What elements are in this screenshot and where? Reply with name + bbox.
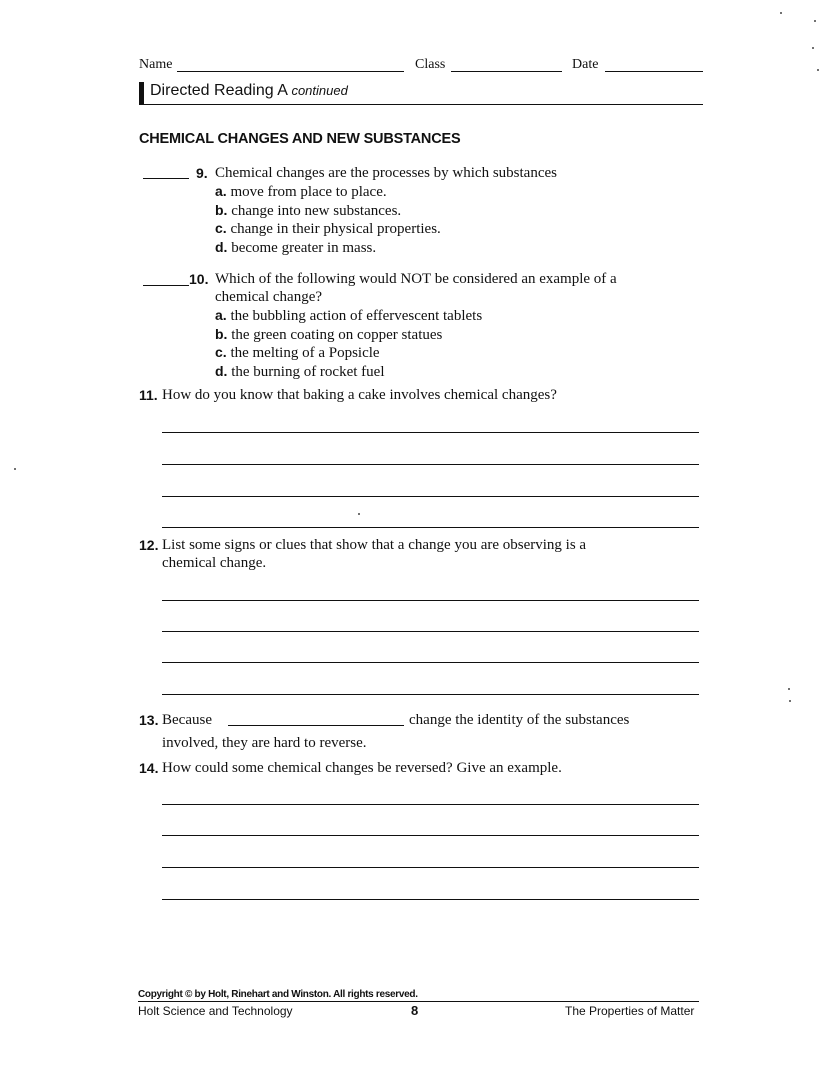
question-text-13-line2: involved, they are hard to reverse. [162, 735, 367, 751]
answer-blank-10[interactable] [143, 285, 189, 286]
question-number-9: 9. [196, 165, 208, 181]
answer-line[interactable] [162, 432, 699, 433]
header-bar-marker [139, 82, 144, 104]
date-field[interactable] [605, 71, 703, 72]
answer-blank-9[interactable] [143, 178, 189, 179]
option-letter: c. [215, 220, 227, 236]
option-letter: d. [215, 239, 228, 255]
option-text: move from place to place. [230, 184, 387, 200]
question-text-11: How do you know that baking a cake involves chemical changes? [162, 387, 557, 403]
class-field[interactable] [451, 71, 562, 72]
option-letter: a. [215, 183, 227, 199]
answer-line[interactable] [162, 496, 699, 497]
option-9d[interactable] [215, 238, 376, 257]
answer-line[interactable] [162, 835, 699, 836]
footer-rule [138, 1001, 699, 1002]
answer-line[interactable] [162, 631, 699, 632]
question-number-11: 11. [139, 387, 158, 403]
option-text: the green coating on copper statues [231, 327, 443, 343]
name-field[interactable] [177, 71, 404, 72]
answer-line[interactable] [162, 662, 699, 663]
answer-line[interactable] [162, 899, 699, 900]
answer-line[interactable] [162, 527, 699, 528]
option-text: change into new substances. [231, 203, 402, 219]
directed-reading-label: Directed Reading A [150, 82, 287, 99]
option-text: change in their physical properties. [230, 221, 441, 237]
option-letter: c. [215, 344, 227, 360]
option-letter: a. [215, 307, 227, 323]
answer-line[interactable] [162, 867, 699, 868]
option-10c[interactable] [215, 343, 380, 362]
copyright-notice: Copyright © by Holt, Rinehart and Winston. All rights reserved. [138, 989, 418, 1000]
option-text: the melting of a Popsicle [230, 345, 380, 361]
option-letter: d. [215, 363, 228, 379]
scan-speck [358, 513, 360, 515]
header-rule [139, 104, 703, 105]
scan-speck [14, 468, 16, 470]
class-label: Class [415, 57, 446, 72]
date-label: Date [572, 57, 599, 72]
directed-reading-title [150, 82, 348, 100]
continued-label: continued [291, 83, 348, 98]
scan-speck [780, 12, 782, 14]
option-text: become greater in mass. [231, 240, 377, 256]
question-text-13-before: Because [162, 712, 212, 728]
section-title: CHEMICAL CHANGES AND NEW SUBSTANCES [139, 131, 461, 147]
answer-line[interactable] [162, 804, 699, 805]
option-9b[interactable] [215, 201, 401, 220]
scan-speck [817, 69, 819, 71]
option-letter: b. [215, 202, 228, 218]
question-number-13: 13. [139, 712, 159, 728]
question-text-9: Chemical changes are the processes by which substances [215, 165, 557, 181]
question-number-12: 12. [139, 537, 159, 553]
scan-speck [814, 20, 816, 22]
question-text-10-line2: chemical change? [215, 289, 323, 305]
question-text-13-after: change the identity of the substances [409, 712, 630, 728]
question-text-12-line2: chemical change. [162, 555, 267, 571]
option-letter: b. [215, 326, 228, 342]
header [0, 0, 832, 110]
scan-speck [788, 688, 790, 690]
question-text-14: How could some chemical changes be reversed? Give an example. [162, 760, 562, 776]
option-text: the burning of rocket fuel [231, 364, 385, 380]
option-10d[interactable] [215, 362, 384, 381]
option-10a[interactable] [215, 306, 482, 325]
scan-speck [812, 47, 814, 49]
question-number-14: 14. [139, 760, 159, 776]
option-9a[interactable] [215, 182, 387, 201]
scan-speck [789, 700, 791, 702]
book-title: Holt Science and Technology [138, 1004, 293, 1018]
option-10b[interactable] [215, 325, 442, 344]
page-number: 8 [411, 1003, 419, 1018]
option-text: the bubbling action of effervescent tablets [230, 308, 483, 324]
question-number-10: 10. [189, 271, 209, 287]
chapter-title: The Properties of Matter [565, 1004, 695, 1018]
answer-line[interactable] [162, 600, 699, 601]
answer-line[interactable] [162, 694, 699, 695]
option-9c[interactable] [215, 219, 441, 238]
question-text-10-line1: Which of the following would NOT be considered an example of a [215, 271, 617, 287]
answer-line[interactable] [162, 464, 699, 465]
answer-blank-13[interactable] [228, 725, 404, 726]
name-label: Name [139, 57, 173, 72]
question-text-12-line1: List some signs or clues that show that a change you are observing is a [162, 537, 587, 553]
